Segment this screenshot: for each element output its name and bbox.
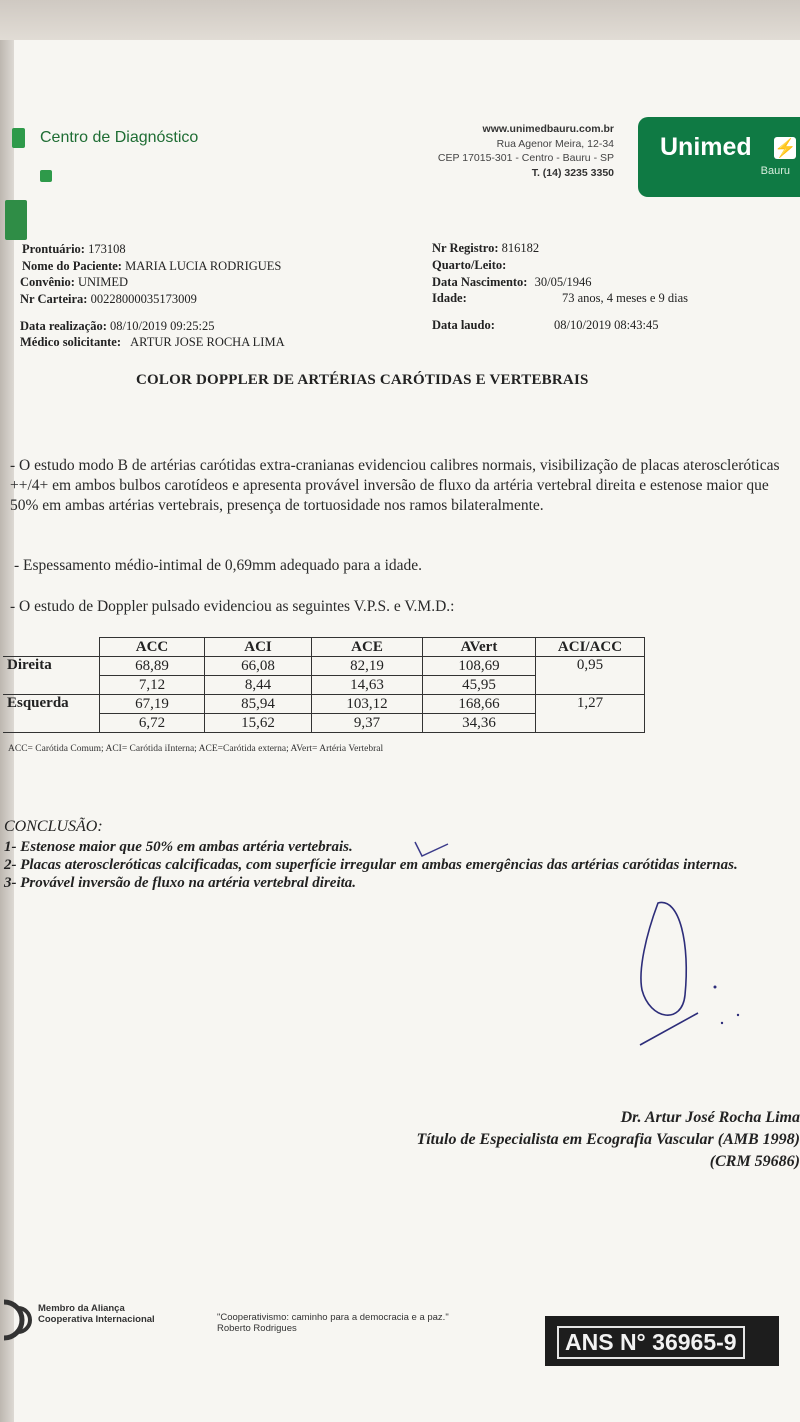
report-paragraph-1: - O estudo modo B de artérias carótidas extra-cranianas evidenciou calibres normais, visibilização de placas ateroscleróticas ++/4+ em ambos bulbos carotídeos e apresenta provável inversão de fluxo da artéria vertebral direita e estenose maior que 50% em ambas artérias vertebrais, presença de tortuosidade nos ramos bilateralmente. [10, 457, 780, 514]
table-cell: 103,12 [312, 695, 423, 714]
realizacao-value: 08/10/2019 09:25:25 [110, 319, 215, 333]
realizacao-row [20, 319, 215, 334]
quote-line-1: "Cooperativismo: caminho para a democracia e a paz." [217, 1312, 449, 1323]
table-cell: 6,72 [100, 714, 205, 733]
registro-row [432, 241, 539, 256]
table-cell: 68,89 [100, 657, 205, 676]
table-corner [3, 638, 100, 657]
bolt-icon: ⚡ [774, 138, 797, 158]
medico-label: Médico solicitante: [20, 335, 122, 349]
laudo-label: Data laudo: [432, 318, 495, 332]
carteira-label: Nr Carteira: [20, 292, 88, 306]
table-row [3, 657, 645, 676]
convenio-label: Convênio: [20, 275, 75, 289]
col-acc: ACC [100, 638, 205, 657]
alianca-logo-icon [0, 1298, 36, 1342]
nascimento-value: 30/05/1946 [534, 275, 592, 289]
table-cell: 7,12 [100, 676, 205, 695]
idade-value: 73 anos, 4 meses e 9 dias [562, 291, 689, 305]
quarto-label: Quarto/Leito: [432, 258, 507, 272]
col-aci: ACI [205, 638, 312, 657]
nome-label: Nome do Paciente: [22, 259, 122, 273]
table-cell: 34,36 [423, 714, 536, 733]
ans-number: ANS N° 36965-9 [557, 1326, 745, 1359]
table-cell: 168,66 [423, 695, 536, 714]
velocity-table [3, 637, 645, 733]
unimed-brand: Unimed [660, 133, 752, 161]
clinic-address [438, 122, 614, 180]
clinic-street: Rua Agenor Meira, 12-34 [496, 137, 614, 150]
clinic-cep: CEP 17015-301 - Centro - Bauru - SP [437, 152, 614, 164]
prontuario-row [22, 242, 126, 257]
prontuario-label: Prontuário: [22, 242, 85, 256]
laudo-row [432, 318, 495, 333]
table-row [3, 695, 645, 714]
signer-name: Dr. Artur José Rocha Lima [620, 1109, 800, 1126]
prontuario-value: 173108 [88, 242, 126, 256]
logo-square-icon [12, 128, 25, 148]
table-cell: 9,37 [312, 714, 423, 733]
table-cell: 108,69 [423, 657, 536, 676]
conclusion-item: 3- Provável inversão de fluxo na artéria vertebral direita. [4, 875, 357, 891]
signature-block [416, 1107, 800, 1173]
footer-alianca [38, 1303, 155, 1325]
table-cell: 8,44 [205, 676, 312, 695]
carteira-row [20, 292, 197, 307]
conclusion-heading: CONCLUSÃO: [4, 818, 103, 835]
report-paragraph-2: - Espessamento médio-intimal de 0,69mm adequado para a idade. [14, 557, 423, 574]
unimed-city: Bauru [760, 165, 790, 177]
quote-line-2: Roberto Rodrigues [217, 1323, 297, 1334]
checkmark-icon [412, 836, 452, 860]
realizacao-label: Data realização: [20, 319, 107, 333]
report-title: COLOR DOPPLER DE ARTÉRIAS CARÓTIDAS E VERTEBRAIS [136, 372, 589, 388]
logo-square-icon [40, 170, 52, 182]
convenio-value: UNIMED [78, 275, 128, 289]
medico-value: ARTUR JOSE ROCHA LIMA [130, 335, 285, 349]
photo-backdrop-top [0, 0, 800, 42]
table-cell: 15,62 [205, 714, 312, 733]
signer-title: Título de Especialista em Ecografia Vascular (AMB 1998) [416, 1131, 800, 1148]
table-cell: 67,19 [100, 695, 205, 714]
nascimento-row [432, 275, 592, 290]
nascimento-label: Data Nascimento: [432, 275, 528, 289]
col-avert: AVert [423, 638, 536, 657]
clinic-url: www.unimedbauru.com.br [482, 123, 614, 135]
table-header-row [3, 638, 645, 657]
table-cell: 82,19 [312, 657, 423, 676]
direita-ratio: 0,95 [536, 657, 645, 695]
convenio-row [20, 275, 128, 290]
table-cell: 66,08 [205, 657, 312, 676]
footer-quote [217, 1312, 449, 1334]
table-cell: 85,94 [205, 695, 312, 714]
conclusion-item: 1- Estenose maior que 50% em ambas artéria vertebrais. [4, 839, 353, 855]
nome-row [22, 259, 281, 274]
carteira-value: 00228000035173009 [90, 292, 197, 306]
laudo-value: 08/10/2019 08:43:45 [554, 318, 659, 332]
unimed-logo [638, 117, 800, 197]
clinic-name: Centro de Diagnóstico [40, 129, 199, 146]
conclusion-section [4, 818, 784, 892]
report-paragraph-3: - O estudo de Doppler pulsado evidenciou as seguintes V.P.S. e V.M.D.: [10, 598, 455, 615]
registro-value: 816182 [501, 241, 540, 255]
idade-label: Idade: [432, 291, 467, 305]
table-cell: 45,95 [423, 676, 536, 695]
registro-label: Nr Registro: [432, 241, 499, 255]
table-cell: 14,63 [312, 676, 423, 695]
ans-badge [545, 1316, 779, 1366]
logo-bar-icon [5, 200, 27, 240]
conclusion-item: 2- Placas ateroscleróticas calcificadas, com superfície irregular em ambas emergências das artérias carótidas internas. [4, 857, 738, 873]
row-esquerda-label: Esquerda [3, 695, 100, 733]
clinic-phone: T. (14) 3235 3350 [531, 166, 614, 179]
alianca-line-2: Cooperativa Internacional [38, 1314, 155, 1325]
col-aci-acc: ACI/ACC [536, 638, 645, 657]
row-direita-label: Direita [3, 657, 100, 695]
alianca-line-1: Membro da Aliança [38, 1303, 125, 1314]
signer-crm: (CRM 59686) [709, 1153, 800, 1170]
handwritten-signature [610, 895, 760, 1065]
nome-value: MARIA LUCIA RODRIGUES [125, 259, 282, 273]
medico-row [20, 335, 285, 350]
col-ace: ACE [312, 638, 423, 657]
quarto-row [432, 258, 506, 273]
table-legend: ACC= Carótida Comum; ACI= Carótida iInterna; ACE=Carótida externa; AVert= Artéria Vertebral [8, 744, 384, 754]
idade-row [432, 291, 467, 306]
esquerda-ratio: 1,27 [536, 695, 645, 733]
